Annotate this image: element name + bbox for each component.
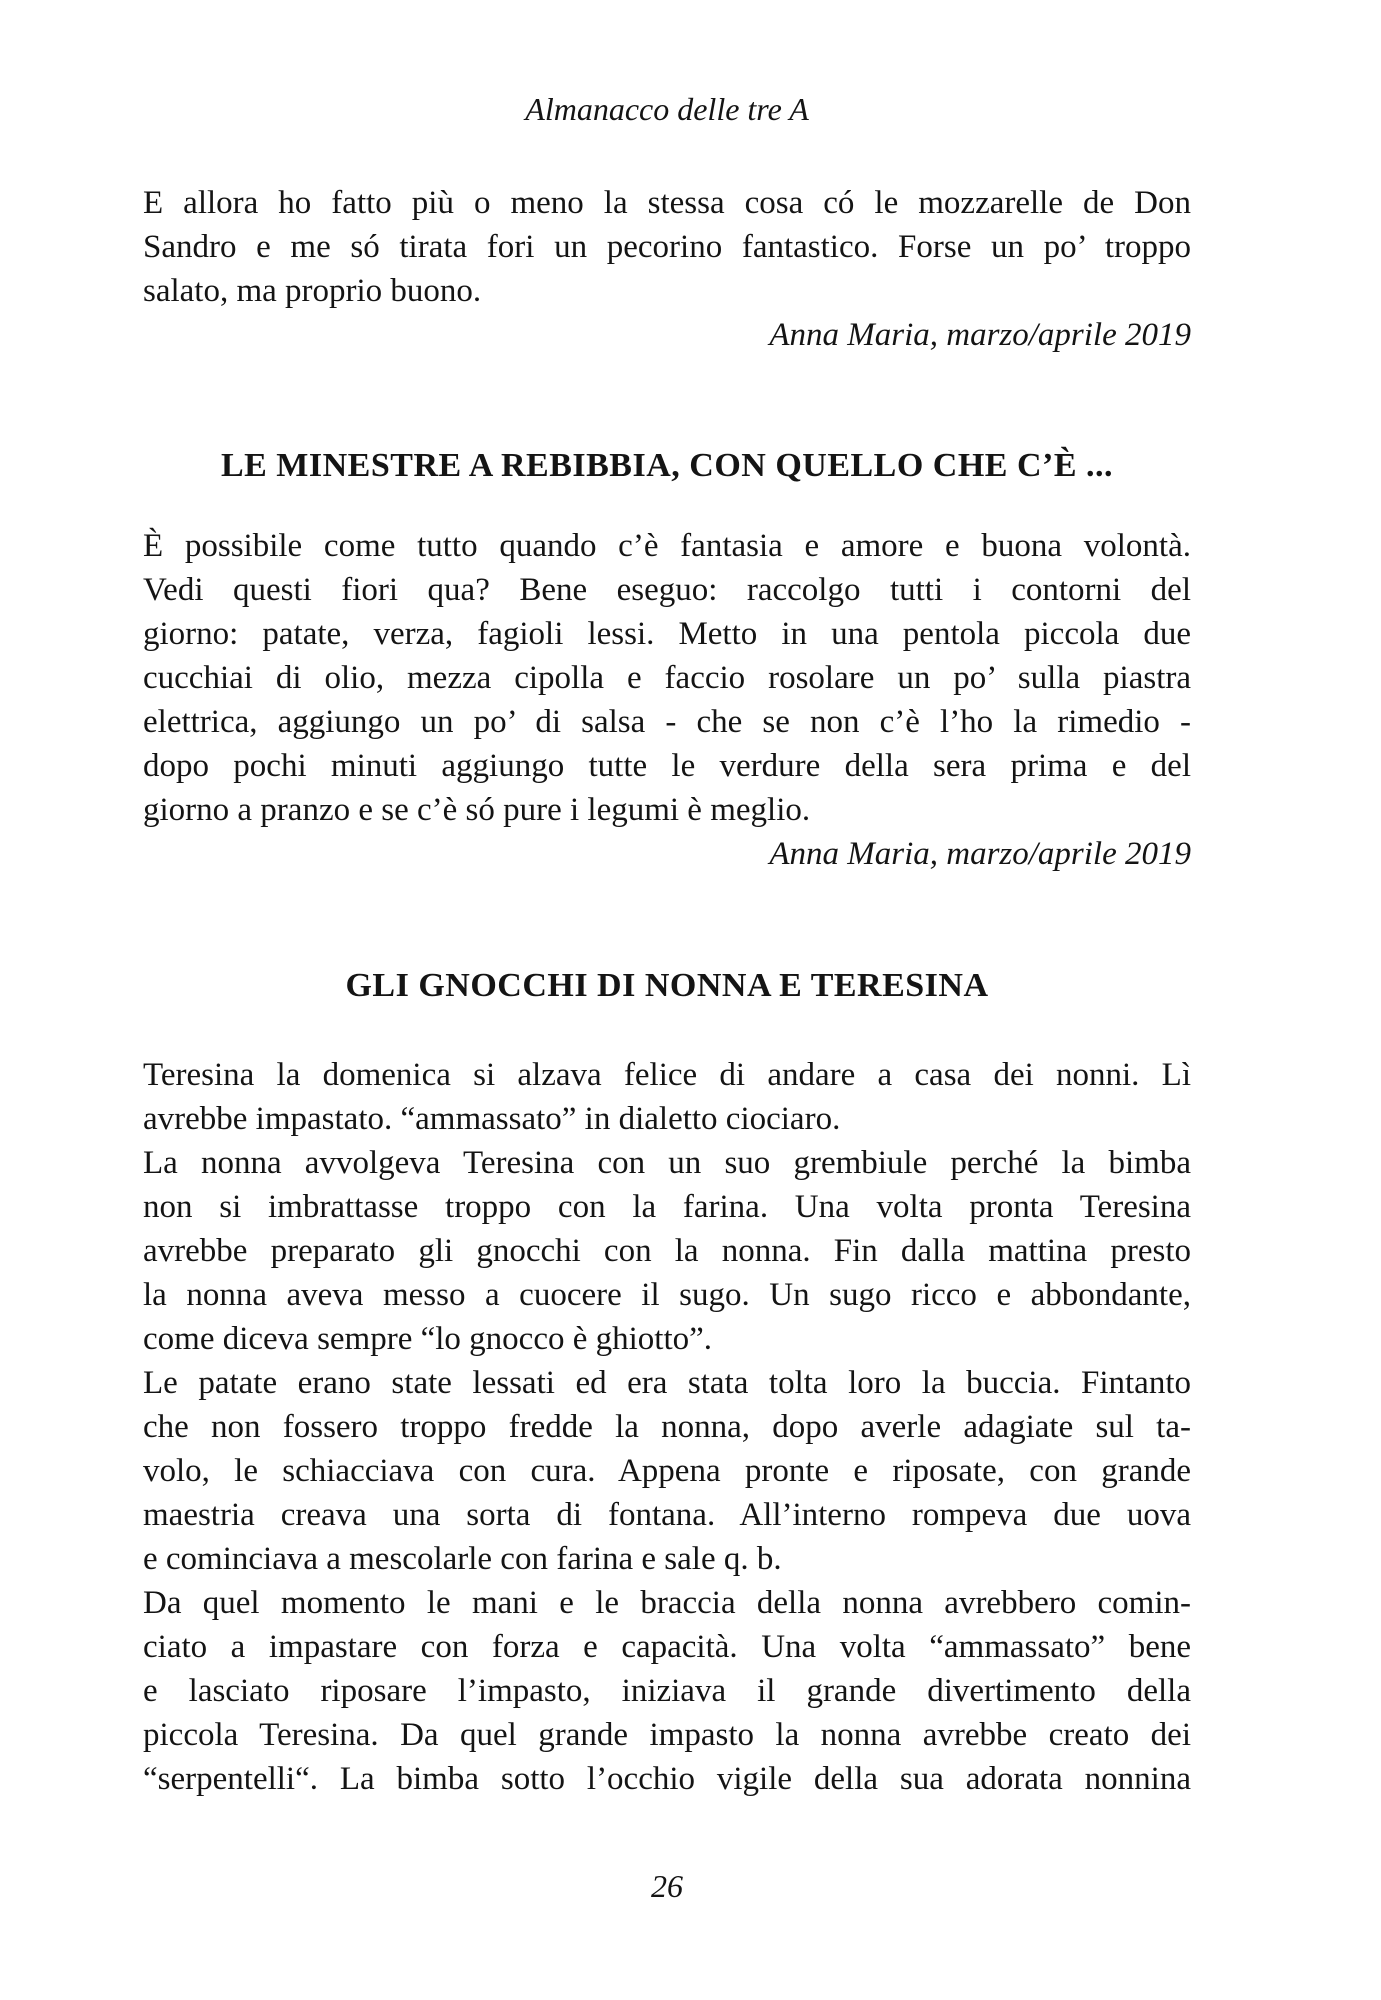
paragraph-line: Le patate erano state lessati ed era stata tolta loro la buccia. Fintanto (143, 1365, 1191, 1401)
paragraph-line: e cominciava a mescolarle con farina e sale q. b. (143, 1541, 782, 1577)
paragraph-line: volo, le schiacciava con cura. Appena pronte e riposate, con grande (143, 1453, 1191, 1489)
paragraph-line: elettrica, aggiungo un po’ di salsa - che se non c’è l’ho la rimedio - (143, 704, 1191, 740)
paragraph-line: che non fossero troppo fredde la nonna, dopo averle adagiate sul ta- (143, 1409, 1191, 1445)
paragraph-line: non si imbrattasse troppo con la farina. Una volta pronta Teresina (143, 1189, 1191, 1225)
article-gnocchi (143, 964, 1191, 1801)
paragraph-line: Da quel momento le mani e le braccia della nonna avrebbero comin- (143, 1585, 1191, 1621)
attribution: Anna Maria, marzo/aprile 2019 (769, 836, 1191, 872)
page-number: 26 (651, 1868, 683, 1904)
paragraph-line: “serpentelli“. La bimba sotto l’occhio vigile della sua adorata nonnina (143, 1761, 1191, 1797)
paragraph-line: giorno a pranzo e se c’è só pure i legumi è meglio. (143, 792, 811, 828)
paragraph-line: cucchiai di olio, mezza cipolla e faccio rosolare un po’ sulla piastra (143, 660, 1191, 696)
paragraph-line: la nonna aveva messo a cuocere il sugo. Un sugo ricco e abbondante, (143, 1277, 1191, 1313)
paragraph-line: È possibile come tutto quando c’è fantasia e amore e buona volontà. (143, 528, 1191, 564)
paragraph-line: ciato a impastare con forza e capacità. Una volta “ammassato” bene (143, 1629, 1191, 1665)
paragraph-line: maestria creava una sorta di fontana. All’interno rompeva due uova (143, 1497, 1191, 1533)
paragraph-line: dopo pochi minuti aggiungo tutte le verdure della sera prima e del (143, 748, 1191, 784)
paragraph-line: giorno: patate, verza, fagioli lessi. Metto in una pentola piccola due (143, 616, 1191, 652)
section-title-gnocchi: GLI GNOCCHI DI NONNA E TERESINA (345, 967, 989, 1004)
paragraph-line: avrebbe impastato. “ammassato” in dialetto ciociaro. (143, 1101, 841, 1137)
paragraph-line: piccola Teresina. Da quel grande impasto la nonna avrebbe creato dei (143, 1717, 1191, 1753)
paragraph-line: Teresina la domenica si alzava felice di andare a casa dei nonni. Lì (143, 1057, 1191, 1093)
running-header: Almanacco delle tre A (525, 91, 809, 127)
paragraph-line: E allora ho fatto più o meno la stessa cosa có le mozzarelle de Don (143, 185, 1191, 221)
paragraph-line: Vedi questi fiori qua? Bene eseguo: raccolgo tutti i contorni del (143, 572, 1191, 608)
paragraph-line: salato, ma proprio buono. (143, 273, 482, 309)
paragraph-line: Sandro e me só tirata fori un pecorino fantastico. Forse un po’ troppo (143, 229, 1191, 265)
article-minestre (143, 444, 1191, 876)
attribution: Anna Maria, marzo/aprile 2019 (769, 317, 1191, 353)
paragraph-line: La nonna avvolgeva Teresina con un suo grembiule perché la bimba (143, 1145, 1191, 1181)
section-title-minestre: LE MINESTRE A REBIBBIA, CON QUELLO CHE C’È ... (220, 447, 1114, 484)
article-intro (143, 181, 1191, 357)
paragraph-line: avrebbe preparato gli gnocchi con la nonna. Fin dalla mattina presto (143, 1233, 1191, 1269)
paragraph-line: come diceva sempre “lo gnocco è ghiotto”. (143, 1321, 713, 1357)
paragraph-line: e lasciato riposare l’impasto, iniziava il grande divertimento della (143, 1673, 1191, 1709)
